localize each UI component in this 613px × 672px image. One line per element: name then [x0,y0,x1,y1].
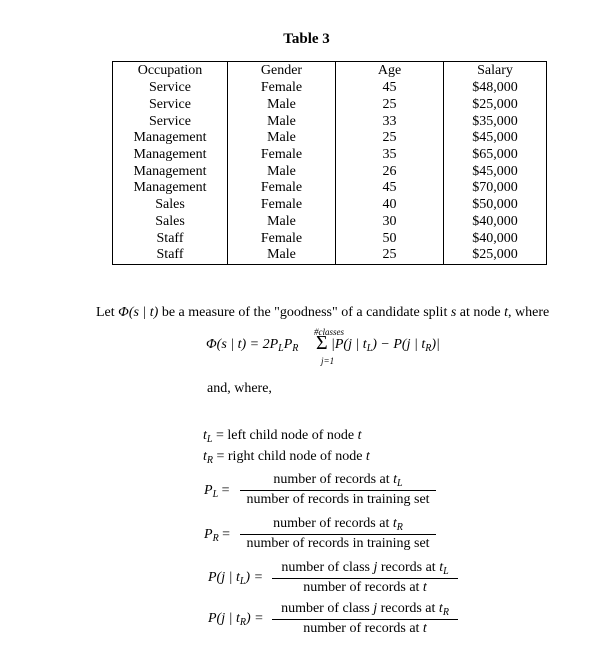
table-cell: $45,000 [444,163,547,180]
PjtR-lhs: P(j | $t_R$) = [208,611,264,628]
table-cell: $50,000 [444,197,547,214]
table-cell: $35,000 [444,113,547,130]
table-cell: Male [228,214,336,231]
tR-definition: $t_R$ = right child node of node t [203,449,370,466]
table-cell: $25,000 [444,97,547,114]
table-cell: Male [228,97,336,114]
table-cell: Female [228,230,336,247]
intro-sentence: Let Φ(s | t) be a measure of the "goodness" of a candidate split s at node t, where [96,305,550,320]
table-cell: Management [113,180,228,197]
table-cell: Male [228,163,336,180]
phi-formula: Φ(s | $t) = 2P_LP_R$ [206,337,299,354]
table-cell: Service [113,80,228,97]
sum-lower-limit: j=1 [321,356,335,366]
table-row [113,230,547,247]
table-cell: Male [228,130,336,147]
table-cell: Service [113,113,228,130]
table-row [113,130,547,147]
table-cell: Staff [113,230,228,247]
column-header: Gender [228,62,336,81]
PjtL-fraction: number of class j records at $t_L$ number of records at t [272,560,458,596]
abs-difference: |P(j | $t_L) - P(j$ | $t_R)|$ [331,337,440,354]
table-row [113,113,547,130]
and-where: and, where, [207,381,272,396]
column-header: Age [336,62,444,81]
table-cell: 33 [336,113,444,130]
table-row [113,214,547,231]
table-cell: $25,000 [444,247,547,264]
column-header: Occupation [113,62,228,81]
PL-fraction: number of records at $t_L$ number of records in training set [240,472,436,508]
PL-lhs: $P_L$ = [204,483,230,500]
table-cell: $70,000 [444,180,547,197]
sum-upper-limit: #classes [314,327,344,337]
table-header-row [113,62,547,81]
PjtR-fraction: number of class j records at $t_R$ number of records at t [272,601,458,637]
table-cell: $65,000 [444,147,547,164]
table-cell: Female [228,80,336,97]
tL-definition: $t_L$ = left child node of node t [203,428,362,445]
table-cell: Management [113,147,228,164]
PR-lhs: $P_R$ = [204,527,231,544]
table-cell: 45 [336,80,444,97]
table-cell: Sales [113,197,228,214]
table-cell: 40 [336,197,444,214]
table-cell: 50 [336,230,444,247]
table-row [113,197,547,214]
table-row [113,97,547,114]
table-row [113,180,547,197]
table-cell: $45,000 [444,130,547,147]
table-cell: Sales [113,214,228,231]
table-cell: Staff [113,247,228,264]
PjtL-lhs: P(j | $t_L$) = [208,570,264,587]
table-cell: Male [228,247,336,264]
column-header: Salary [444,62,547,81]
table-cell: 26 [336,163,444,180]
table-cell: 30 [336,214,444,231]
table-cell: $40,000 [444,230,547,247]
table-cell: Male [228,113,336,130]
table-cell: Female [228,197,336,214]
table-cell: 35 [336,147,444,164]
sum-symbol: Σ [316,332,328,354]
table-cell: Service [113,97,228,114]
table-row [113,80,547,97]
table-row [113,147,547,164]
data-table [112,61,547,265]
table-cell: 25 [336,247,444,264]
table-cell: Management [113,163,228,180]
table-cell: 25 [336,97,444,114]
table-cell: Female [228,147,336,164]
table-cell: 45 [336,180,444,197]
PR-fraction: number of records at $t_R$ number of records in training set [240,516,436,552]
table-cell: $40,000 [444,214,547,231]
table-title: Table 3 [283,31,330,47]
table-row [113,163,547,180]
table-cell: Management [113,130,228,147]
table-cell: Female [228,180,336,197]
table-cell: $48,000 [444,80,547,97]
table-row [113,247,547,264]
table-cell: 25 [336,130,444,147]
